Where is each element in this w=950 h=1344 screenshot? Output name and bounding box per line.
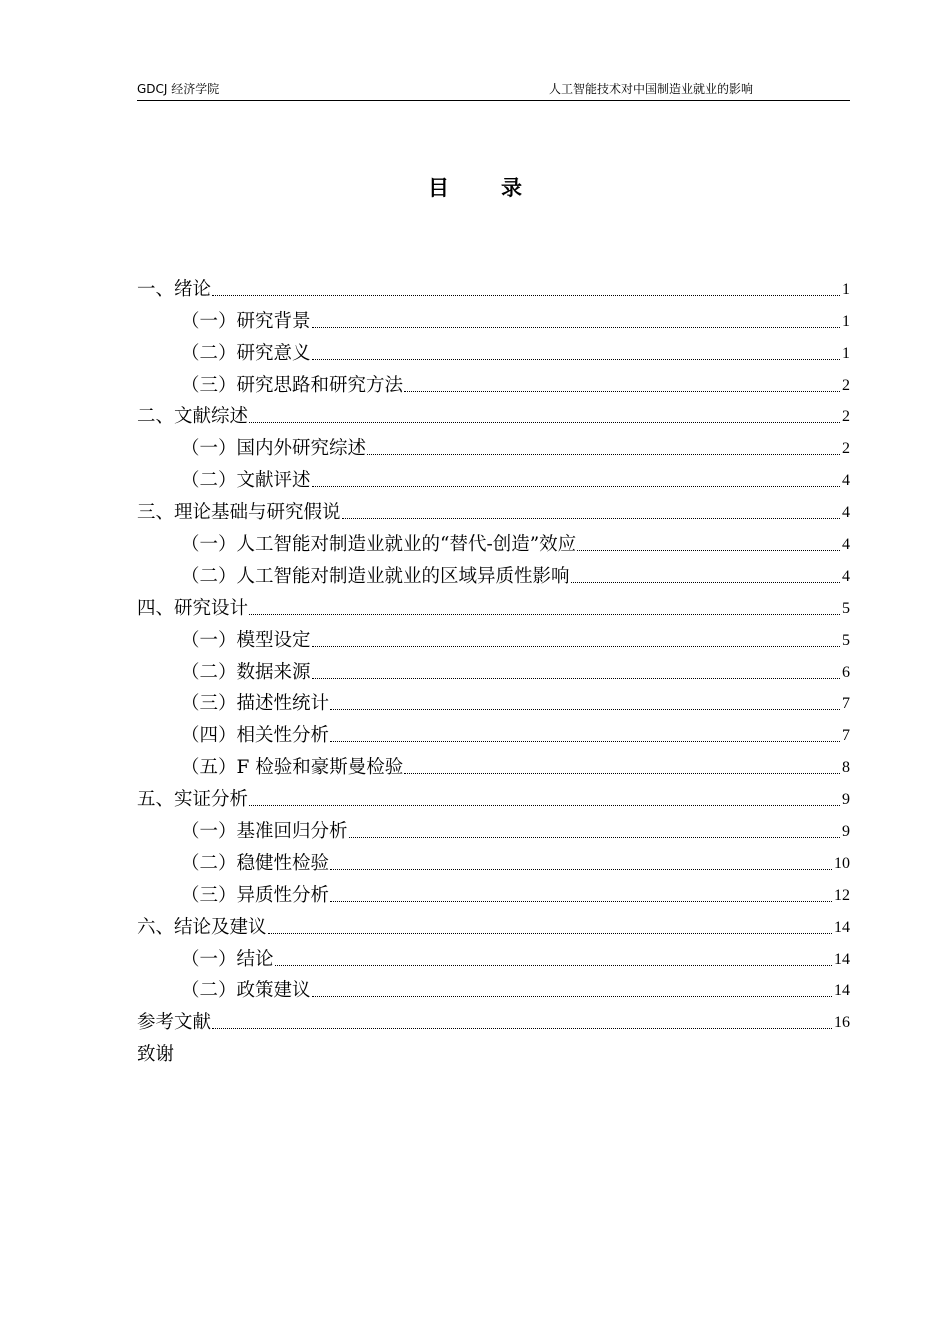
toc-dot-leader bbox=[312, 486, 840, 487]
toc-dot-leader bbox=[312, 646, 840, 647]
toc-entry-section[interactable] bbox=[137, 653, 850, 685]
toc-page-number: 4 bbox=[842, 504, 850, 522]
toc-page-number: 8 bbox=[842, 759, 850, 777]
toc-entry-chapter[interactable] bbox=[137, 1003, 850, 1035]
toc-entry-section[interactable] bbox=[137, 876, 850, 908]
toc-dot-leader bbox=[330, 741, 840, 742]
toc-entry-label: （二）政策建议 bbox=[181, 980, 311, 1002]
toc-entry-chapter[interactable] bbox=[137, 780, 850, 812]
toc-entry-label: （一）结论 bbox=[181, 948, 274, 970]
toc-dot-leader bbox=[312, 996, 832, 997]
toc-page-number: 14 bbox=[834, 982, 850, 1000]
toc-entry-label: （二）文献评述 bbox=[181, 470, 311, 492]
toc-page-number: 9 bbox=[842, 791, 850, 809]
toc-entry-label: （五）F 检验和豪斯曼检验 bbox=[181, 757, 404, 779]
toc-dot-leader bbox=[275, 965, 832, 966]
toc-entry-section[interactable] bbox=[137, 334, 850, 366]
toc-entry-chapter[interactable] bbox=[137, 1035, 850, 1067]
toc-entry-label: 致谢 bbox=[137, 1044, 175, 1066]
toc-dot-leader bbox=[577, 550, 840, 551]
toc-page-number: 2 bbox=[842, 376, 850, 394]
toc-dot-leader bbox=[404, 773, 840, 774]
toc-entry-label: （一）国内外研究综述 bbox=[181, 438, 367, 460]
toc-dot-leader bbox=[212, 1028, 832, 1029]
toc-entry-label: （二）数据来源 bbox=[181, 661, 311, 683]
toc-entry-label: （三）描述性统计 bbox=[181, 693, 330, 715]
toc-entry-section[interactable] bbox=[137, 302, 850, 334]
toc-entry-section[interactable] bbox=[137, 429, 850, 461]
toc-dot-leader bbox=[367, 454, 840, 455]
toc-page-number: 7 bbox=[842, 727, 850, 745]
toc-entry-chapter[interactable] bbox=[137, 493, 850, 525]
toc-entry-label: 三、理论基础与研究假说 bbox=[137, 502, 341, 524]
toc-list bbox=[137, 270, 850, 1067]
toc-entry-chapter[interactable] bbox=[137, 908, 850, 940]
toc-page-number: 5 bbox=[842, 631, 850, 649]
toc-entry-label: （一）人工智能对制造业就业的“替代-创造”效应 bbox=[181, 534, 577, 556]
toc-page-number: 4 bbox=[842, 536, 850, 554]
toc-page-number: 4 bbox=[842, 472, 850, 490]
toc-page-number: 1 bbox=[842, 280, 850, 298]
toc-entry-label: （二）稳健性检验 bbox=[181, 852, 330, 874]
toc-entry-label: （一）研究背景 bbox=[181, 310, 311, 332]
toc-page-number: 2 bbox=[842, 408, 850, 426]
toc-entry-section[interactable] bbox=[137, 940, 850, 972]
toc-page-number: 7 bbox=[842, 695, 850, 713]
toc-entry-section[interactable] bbox=[137, 366, 850, 398]
toc-dot-leader bbox=[249, 422, 840, 423]
toc-entry-label: 参考文献 bbox=[137, 1012, 212, 1034]
toc-title-char-2: 录 bbox=[501, 176, 522, 200]
toc-dot-leader bbox=[268, 933, 832, 934]
toc-page-number: 4 bbox=[842, 567, 850, 585]
toc-entry-section[interactable] bbox=[137, 557, 850, 589]
toc-page-number: 16 bbox=[834, 1014, 850, 1032]
toc-entry-label: （一）基准回归分析 bbox=[181, 821, 348, 843]
toc-dot-leader bbox=[312, 359, 840, 360]
toc-entry-label: 六、结论及建议 bbox=[137, 916, 267, 938]
toc-entry-section[interactable] bbox=[137, 748, 850, 780]
toc-page-number: 1 bbox=[842, 312, 850, 330]
header-thesis-title: 人工智能技术对中国制造业就业的影响 bbox=[549, 82, 754, 96]
toc-title-char-1: 目 bbox=[428, 176, 449, 200]
toc-page-number: 1 bbox=[842, 344, 850, 362]
toc-entry-section[interactable] bbox=[137, 525, 850, 557]
toc-page-number: 2 bbox=[842, 440, 850, 458]
toc-entry-section[interactable] bbox=[137, 685, 850, 717]
toc-entry-label: （一）模型设定 bbox=[181, 629, 311, 651]
toc-page-number: 12 bbox=[834, 886, 850, 904]
toc-dot-leader bbox=[212, 295, 840, 296]
toc-entry-section[interactable] bbox=[137, 461, 850, 493]
toc-entry-label: 四、研究设计 bbox=[137, 597, 249, 619]
toc-page-number: 14 bbox=[834, 918, 850, 936]
toc-dot-leader bbox=[312, 327, 840, 328]
toc-entry-label: （三）研究思路和研究方法 bbox=[181, 374, 404, 396]
toc-entry-label: 二、文献综述 bbox=[137, 406, 249, 428]
toc-dot-leader bbox=[342, 518, 840, 519]
toc-entry-section[interactable] bbox=[137, 972, 850, 1004]
toc-entry-label: 五、实证分析 bbox=[137, 789, 249, 811]
toc-page-number: 14 bbox=[834, 950, 850, 968]
toc-page-number: 5 bbox=[842, 599, 850, 617]
header-institution: GDCJ 经济学院 bbox=[137, 82, 220, 96]
toc-dot-leader bbox=[249, 805, 840, 806]
toc-dot-leader bbox=[349, 837, 840, 838]
toc-page-number: 10 bbox=[834, 854, 850, 872]
toc-dot-leader bbox=[330, 901, 832, 902]
toc-dot-leader bbox=[330, 869, 832, 870]
toc-dot-leader bbox=[330, 709, 840, 710]
toc-dot-leader bbox=[312, 678, 840, 679]
toc-entry-chapter[interactable] bbox=[137, 270, 850, 302]
toc-page-number: 6 bbox=[842, 663, 850, 681]
toc-entry-label: （二）人工智能对制造业就业的区域异质性影响 bbox=[181, 565, 570, 587]
toc-entry-chapter[interactable] bbox=[137, 398, 850, 430]
toc-entry-section[interactable] bbox=[137, 844, 850, 876]
toc-dot-leader bbox=[571, 582, 840, 583]
toc-entry-label: 一、绪论 bbox=[137, 278, 212, 300]
toc-entry-section[interactable] bbox=[137, 812, 850, 844]
toc-title bbox=[0, 172, 950, 202]
toc-entry-section[interactable] bbox=[137, 716, 850, 748]
toc-dot-leader bbox=[249, 614, 840, 615]
toc-entry-label: （二）研究意义 bbox=[181, 342, 311, 364]
toc-entry-label: （三）异质性分析 bbox=[181, 884, 330, 906]
toc-page-number: 9 bbox=[842, 823, 850, 841]
toc-entry-chapter[interactable] bbox=[137, 589, 850, 621]
toc-entry-label: （四）相关性分析 bbox=[181, 725, 330, 747]
toc-dot-leader bbox=[404, 391, 840, 392]
toc-entry-section[interactable] bbox=[137, 621, 850, 653]
page-header bbox=[137, 78, 850, 101]
